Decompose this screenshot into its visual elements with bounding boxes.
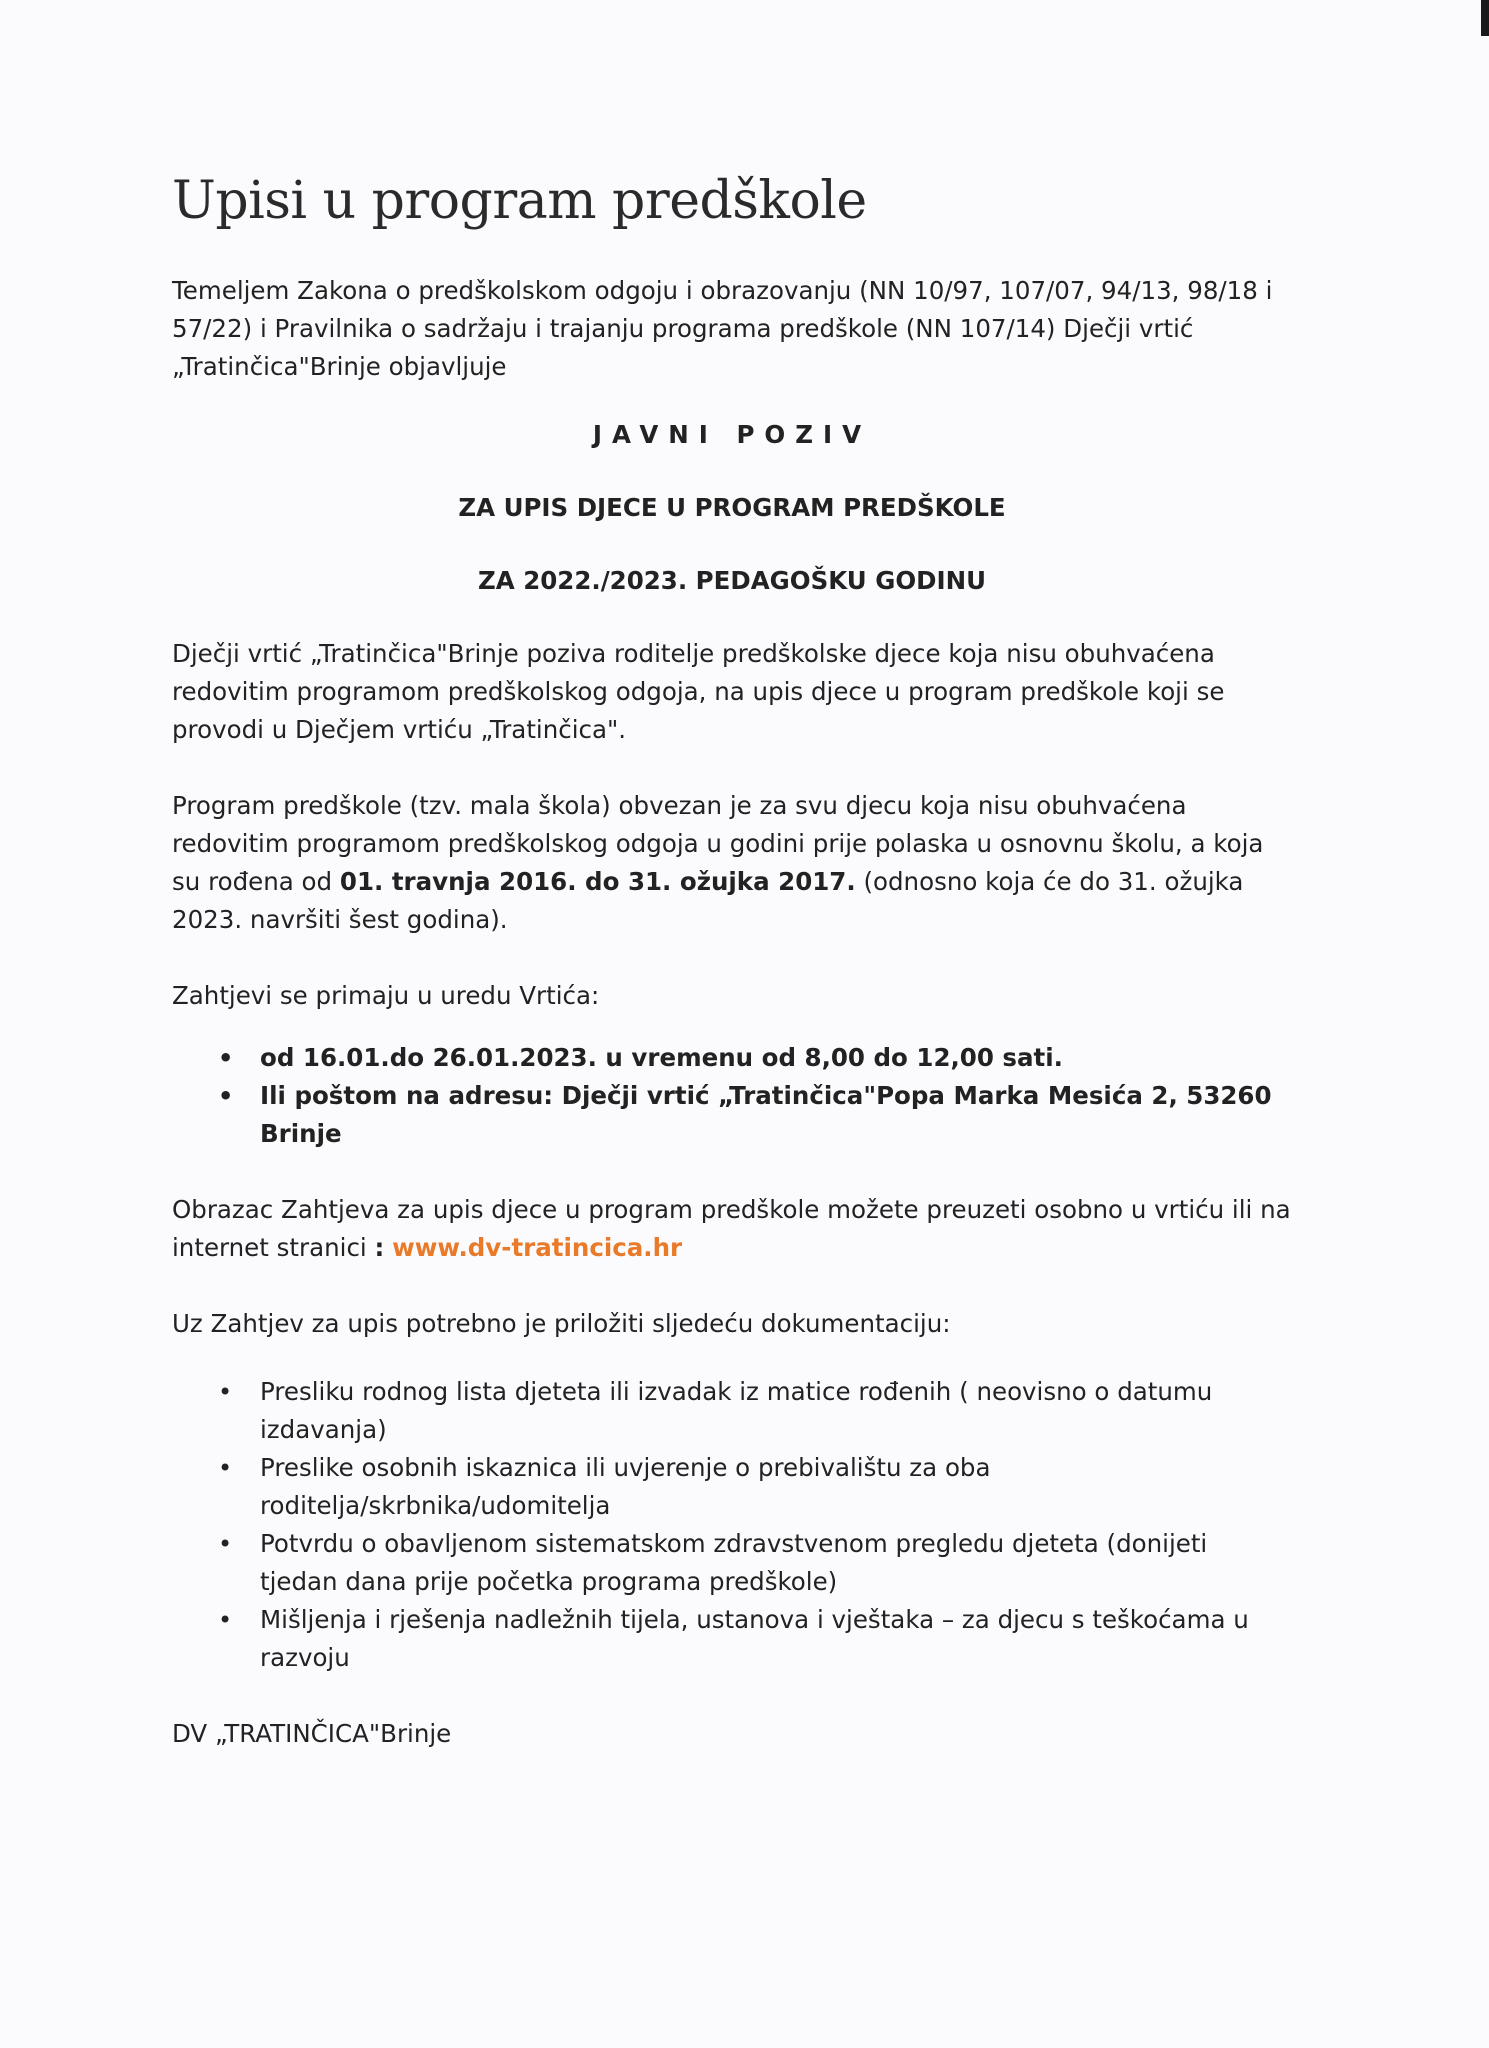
scan-edge-mark — [1481, 0, 1489, 36]
documents-list — [172, 1373, 1292, 1677]
docs-intro: Uz Zahtjev za upis potrebno je priložiti sljedeću dokumentaciju: — [172, 1309, 951, 1339]
program-paragraph — [172, 787, 1292, 939]
bullet-icon: • — [218, 1454, 233, 1483]
document-content — [172, 170, 1292, 1753]
birth-date-range: 01. travnja 2016. do 31. ožujka 2017. — [339, 867, 856, 897]
list-item — [218, 1601, 1292, 1677]
list-item — [218, 1525, 1292, 1601]
bullet-icon: • — [218, 1606, 233, 1635]
bullet-icon: • — [218, 1044, 234, 1073]
request-item-text: od 16.01.do 26.01.2023. u vremenu od 8,00 do 12,00 sati. — [260, 1043, 1063, 1073]
list-item — [218, 1449, 1292, 1525]
heading-javni-poziv: JAVNI POZIV — [592, 420, 872, 450]
program-text-before: Program predškole (tzv. mala škola) obvezan je za svu djecu koja nisu obuhvaćena redovitim programom predškolskog odgoja u godini prije polaska u osnovnu školu, a koja su rođena od — [172, 791, 1264, 897]
program-text-after: (odnosno koja će do 31. ožujka 2023. navršiti šest godina). — [172, 867, 1244, 935]
signature: DV „TRATINČICA"Brinje — [172, 1719, 452, 1749]
form-info-colon: : — [374, 1233, 385, 1263]
document-item-text: Preslike osobnih iskaznica ili uvjerenje o prebivalištu za oba roditelja/skrbnika/udomitelja — [260, 1453, 991, 1521]
website-link[interactable]: www.dv-tratincica.hr — [392, 1233, 683, 1263]
page-title: Upisi u program predškole — [172, 171, 867, 231]
bullet-icon: • — [218, 1378, 233, 1407]
document-item-text: Presliku rodnog lista djeteta ili izvadak iz matice rođenih ( neovisno o datumu izdavanja) — [260, 1377, 1213, 1445]
document-item-text: Mišljenja i rješenja nadležnih tijela, ustanova i vještaka – za djecu s teškoćama u razvoju — [260, 1605, 1249, 1673]
heading-upis-djece: ZA UPIS DJECE U PROGRAM PREDŠKOLE — [458, 493, 1006, 523]
form-info-paragraph — [172, 1191, 1292, 1267]
request-item-text: Ili poštom na adresu: Dječji vrtić „Tratinčica"Popa Marka Mesića 2, 53260 Brinje — [260, 1081, 1272, 1149]
heading-pedagoska-godina: ZA 2022./2023. PEDAGOŠKU GODINU — [477, 566, 987, 596]
intro-paragraph: Temeljem Zakona o predškolskom odgoju i obrazovanju (NN 10/97, 107/07, 94/13, 98/18 i 57/22) i Pravilnika o sadržaju i trajanju programa predškole (NN 107/14) Dječji vrtić „Tratinčica"Brinje objavljuje — [172, 276, 1273, 382]
list-item — [218, 1373, 1292, 1449]
bullet-icon: • — [218, 1530, 233, 1559]
form-info-text: Obrazac Zahtjeva za upis djece u program predškole možete preuzeti osobno u vrtiću ili na internet stranici — [172, 1195, 1291, 1263]
invitation-paragraph: Dječji vrtić „Tratinčica"Brinje poziva roditelje predškolske djece koja nisu obuhvaćena redovitim programom predškolskog odgoja, na upis djece u program predškole koji se provodi u Dječjem vrtiću „Tratinčica". — [172, 639, 1225, 745]
list-item — [218, 1077, 1292, 1153]
requests-list — [172, 1039, 1292, 1153]
bullet-icon: • — [218, 1082, 234, 1111]
list-item — [218, 1039, 1292, 1077]
document-item-text: Potvrdu o obavljenom sistematskom zdravstvenom pregledu djeteta (donijeti tjedan dana prije početka programa predškole) — [260, 1529, 1208, 1597]
requests-intro: Zahtjevi se primaju u uredu Vrtića: — [172, 981, 600, 1011]
